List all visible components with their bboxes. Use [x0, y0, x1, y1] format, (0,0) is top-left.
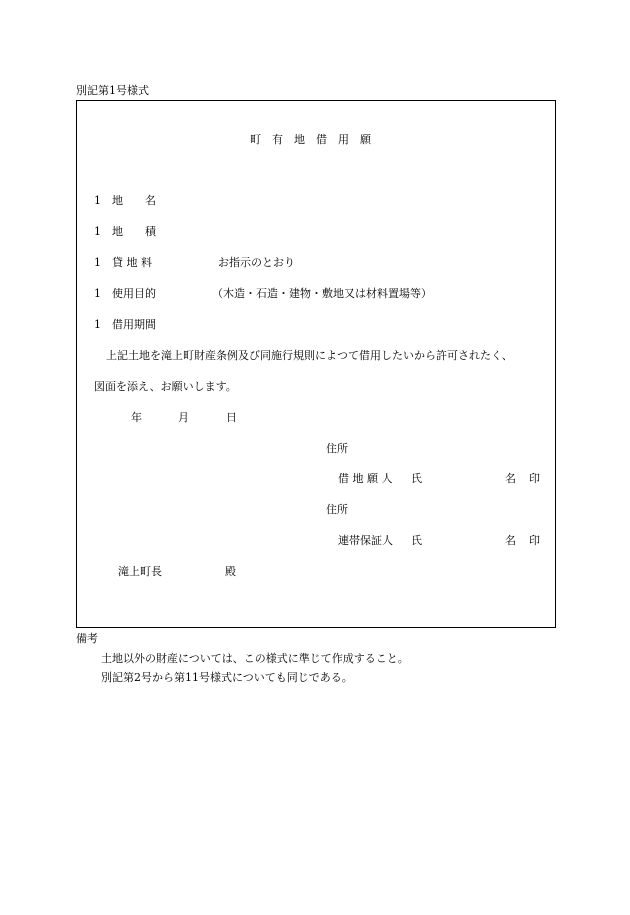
form-frame: [76, 100, 556, 628]
guarantor-seal: 印: [529, 534, 540, 547]
remarks-heading: 備考: [76, 632, 98, 645]
item-label-land-area: 地 積: [112, 225, 156, 238]
guarantor-name-label-1: 氏: [411, 534, 422, 547]
applicant-role: 借 地 願 人: [338, 472, 393, 485]
guarantor-role: 連帯保証人: [338, 534, 393, 547]
date-year: 年: [131, 411, 142, 424]
body-text-line-2: 図面を添え、お願いします。: [94, 380, 237, 393]
item-value-purpose: （木造・石造・建物・敷地又は材料置場等）: [212, 287, 432, 300]
addressee-name: 滝上町長: [118, 565, 162, 578]
applicant-address-label: 住所: [326, 442, 348, 455]
guarantor-name-label-2: 名: [505, 534, 516, 547]
addressee-honorific: 殿: [225, 565, 236, 578]
applicant-name-label-1: 氏: [411, 472, 422, 485]
item-label-purpose: 使用目的: [112, 287, 156, 300]
date-day: 日: [226, 411, 237, 424]
item-number: 1: [94, 256, 101, 269]
remarks-line: 土地以外の財産については、この様式に準じて作成すること。: [101, 652, 409, 665]
remarks-line: 別記第2号から第11号様式についても同じである。: [101, 671, 353, 684]
item-number: 1: [94, 287, 101, 300]
applicant-name-label-2: 名: [505, 472, 516, 485]
item-number: 1: [94, 318, 101, 331]
item-value-rent: お指示のとおり: [218, 256, 295, 269]
item-number: 1: [94, 194, 101, 207]
form-number: 別記第1号様式: [76, 84, 149, 97]
item-number: 1: [94, 225, 101, 238]
item-label-rent: 貸 地 料: [112, 256, 152, 269]
form-title: 町 有 地 借 用 願: [250, 133, 371, 146]
item-label-land-name: 地 名: [112, 194, 156, 207]
applicant-seal: 印: [529, 472, 540, 485]
guarantor-address-label: 住所: [326, 503, 348, 516]
item-label-period: 借用期間: [112, 318, 156, 331]
body-text-line-1: 上記土地を滝上町財産条例及び同施行規則によつて借用したいから許可されたく、: [106, 349, 513, 362]
date-month: 月: [178, 411, 189, 424]
